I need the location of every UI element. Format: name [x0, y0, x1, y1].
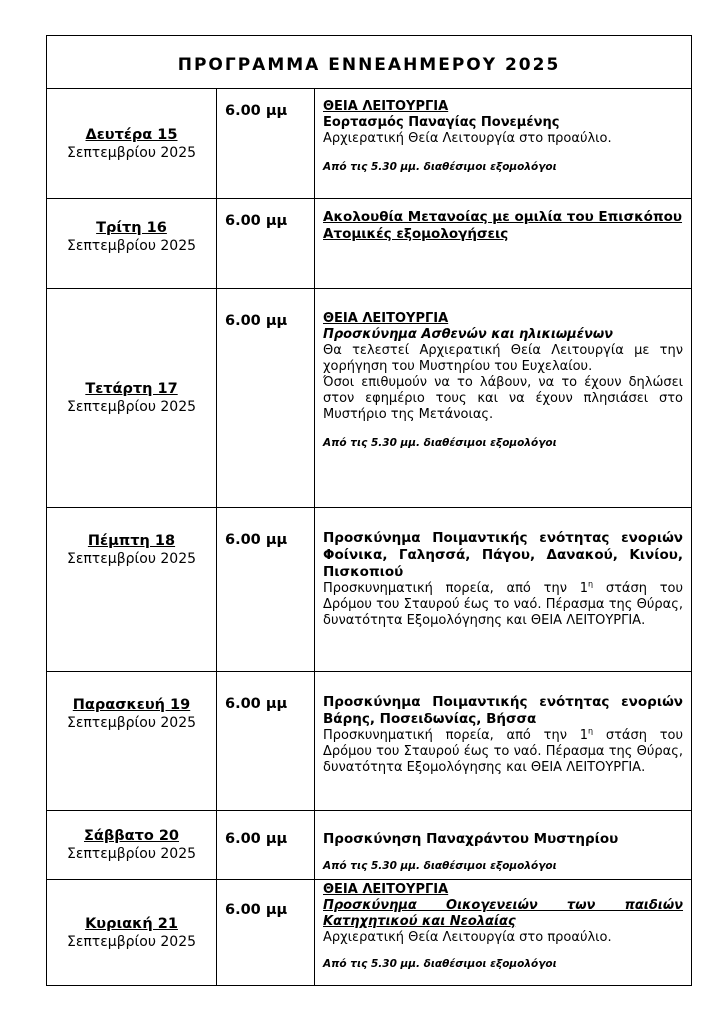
- confession-note: Από τις 5.30 μμ. διαθέσιμοι εξομολόγοι: [323, 860, 557, 872]
- time-cell: 6.00 μμ: [217, 880, 315, 986]
- table-row: [47, 289, 692, 508]
- event-subheading: Ατομικές εξομολογήσεις: [323, 226, 509, 242]
- event-text: Αρχιερατική Θεία Λειτουργία στο προαύλιο.: [323, 131, 612, 146]
- event-heading: Προσκύνηση Παναχράντου Μυστηρίου: [323, 831, 619, 847]
- day-cell: [47, 89, 217, 199]
- day-cell: [47, 199, 217, 289]
- ordinal-superscript: η: [588, 579, 594, 589]
- event-heading: ΘΕΙΑ ΛΕΙΤΟΥΡΓΙΑ: [323, 311, 449, 326]
- event-text: Θα τελεστεί Αρχιερατική Θεία Λειτουργία με την χορήγηση του Μυστηρίου του Ευχελαίου.: [323, 343, 684, 374]
- description-cell: [315, 880, 692, 986]
- month-label: Σεπτεμβρίου 2025: [66, 846, 197, 862]
- time-cell: 6.00 μμ: [217, 672, 315, 811]
- description-cell: [315, 508, 692, 672]
- description-cell: [315, 199, 692, 289]
- day-name: Κυριακή 21: [85, 915, 178, 932]
- month-label: Σεπτεμβρίου 2025: [66, 551, 197, 567]
- table-row: [47, 811, 692, 880]
- day-name: Σάββατο 20: [83, 828, 180, 844]
- table-row: [47, 880, 692, 986]
- event-text-end: στάση του Δρόμου του Σταυρού έως το ναό. Πέρασμα της Θύρας, δυνατότητα Εξομολόγησης και ΘΕΙΑ ΛΕΙΤΟΥΡΓΙΑ.: [323, 728, 684, 775]
- event-text-2: Όσοι επιθυμούν να το λάβουν, να το έχουν δηλώσει στον εφημέριο τους και να έχουν πλησιάσει στο Μυστήριο της Μετάνοιας.: [323, 375, 684, 422]
- month-label: Σεπτεμβρίου 2025: [66, 933, 197, 950]
- table-row: [47, 672, 692, 811]
- event-subheading: Προσκύνημα Οικογενειών των παιδιών Κατηχητικού και Νεολαίας: [323, 898, 684, 929]
- event-text-start: Προσκυνηματική πορεία, από την 1: [323, 581, 588, 596]
- time-cell: 6.00 μμ: [217, 199, 315, 289]
- month-label: Σεπτεμβρίου 2025: [66, 238, 197, 254]
- time-cell: 6.00 μμ: [217, 89, 315, 199]
- day-name: Πέμπτη 18: [87, 533, 176, 549]
- day-cell: [47, 672, 217, 811]
- event-text-start: Προσκυνηματική πορεία, από την 1: [323, 728, 588, 743]
- month-label: Σεπτεμβρίου 2025: [66, 144, 197, 161]
- description-cell: [315, 289, 692, 508]
- time-cell: 6.00 μμ: [217, 508, 315, 672]
- table-row: [47, 508, 692, 672]
- day-name: Παρασκευή 19: [72, 697, 191, 713]
- month-label: Σεπτεμβρίου 2025: [66, 399, 197, 415]
- description-cell: [315, 811, 692, 880]
- month-label: Σεπτεμβρίου 2025: [66, 715, 197, 731]
- event-heading: ΘΕΙΑ ΛΕΙΤΟΥΡΓΙΑ: [323, 882, 449, 897]
- table-row: [47, 89, 692, 199]
- day-cell: [47, 508, 217, 672]
- event-text: [323, 728, 683, 776]
- time-cell: 6.00 μμ: [217, 289, 315, 508]
- event-subheading: Προσκύνημα Ασθενών και ηλικιωμένων: [323, 327, 613, 342]
- event-text: [323, 581, 683, 629]
- table-row: [47, 199, 692, 289]
- ordinal-superscript: η: [588, 726, 594, 736]
- day-name: Δευτέρα 15: [85, 126, 178, 143]
- description-cell: [315, 89, 692, 199]
- event-heading: Προσκύνημα Ποιμαντικής ενότητας ενοριών Φοίνικα, Γαλησσά, Πάγου, Δανακού, Κινίου, Πισκοπιού: [323, 530, 684, 580]
- page-title: ΠΡΟΓΡΑΜΜΑ ΕΝΝΕΑΗΜΕΡΟΥ 2025: [47, 36, 692, 89]
- day-cell: [47, 811, 217, 880]
- event-text-end: στάση του Δρόμου του Σταυρού έως το ναό. Πέρασμα της Θύρας, δυνατότητα Εξομολόγησης και ΘΕΙΑ ΛΕΙΤΟΥΡΓΙΑ.: [323, 581, 684, 628]
- confession-note: Από τις 5.30 μμ. διαθέσιμοι εξομολόγοι: [323, 437, 557, 449]
- event-subheading: Εορτασμός Παναγίας Πονεμένης: [323, 115, 560, 130]
- event-heading: Προσκύνημα Ποιμαντικής ενότητας ενοριών Βάρης, Ποσειδωνίας, Βήσσα: [323, 694, 684, 727]
- day-cell: [47, 289, 217, 508]
- event-text: Αρχιερατική Θεία Λειτουργία στο προαύλιο.: [323, 930, 612, 945]
- confession-note: Από τις 5.30 μμ. διαθέσιμοι εξομολόγοι: [323, 958, 557, 970]
- event-heading: ΘΕΙΑ ΛΕΙΤΟΥΡΓΙΑ: [323, 99, 449, 114]
- time-cell: 6.00 μμ: [217, 811, 315, 880]
- schedule-table: [46, 35, 692, 986]
- title-row: [47, 36, 692, 89]
- description-cell: [315, 672, 692, 811]
- day-cell: [47, 880, 217, 986]
- day-name: Τρίτη 16: [96, 220, 167, 236]
- event-heading: Ακολουθία Μετανοίας με ομιλία του Επισκόπου: [323, 209, 683, 225]
- confession-note: Από τις 5.30 μμ. διαθέσιμοι εξομολόγοι: [323, 161, 557, 173]
- day-name: Τετάρτη 17: [85, 381, 178, 397]
